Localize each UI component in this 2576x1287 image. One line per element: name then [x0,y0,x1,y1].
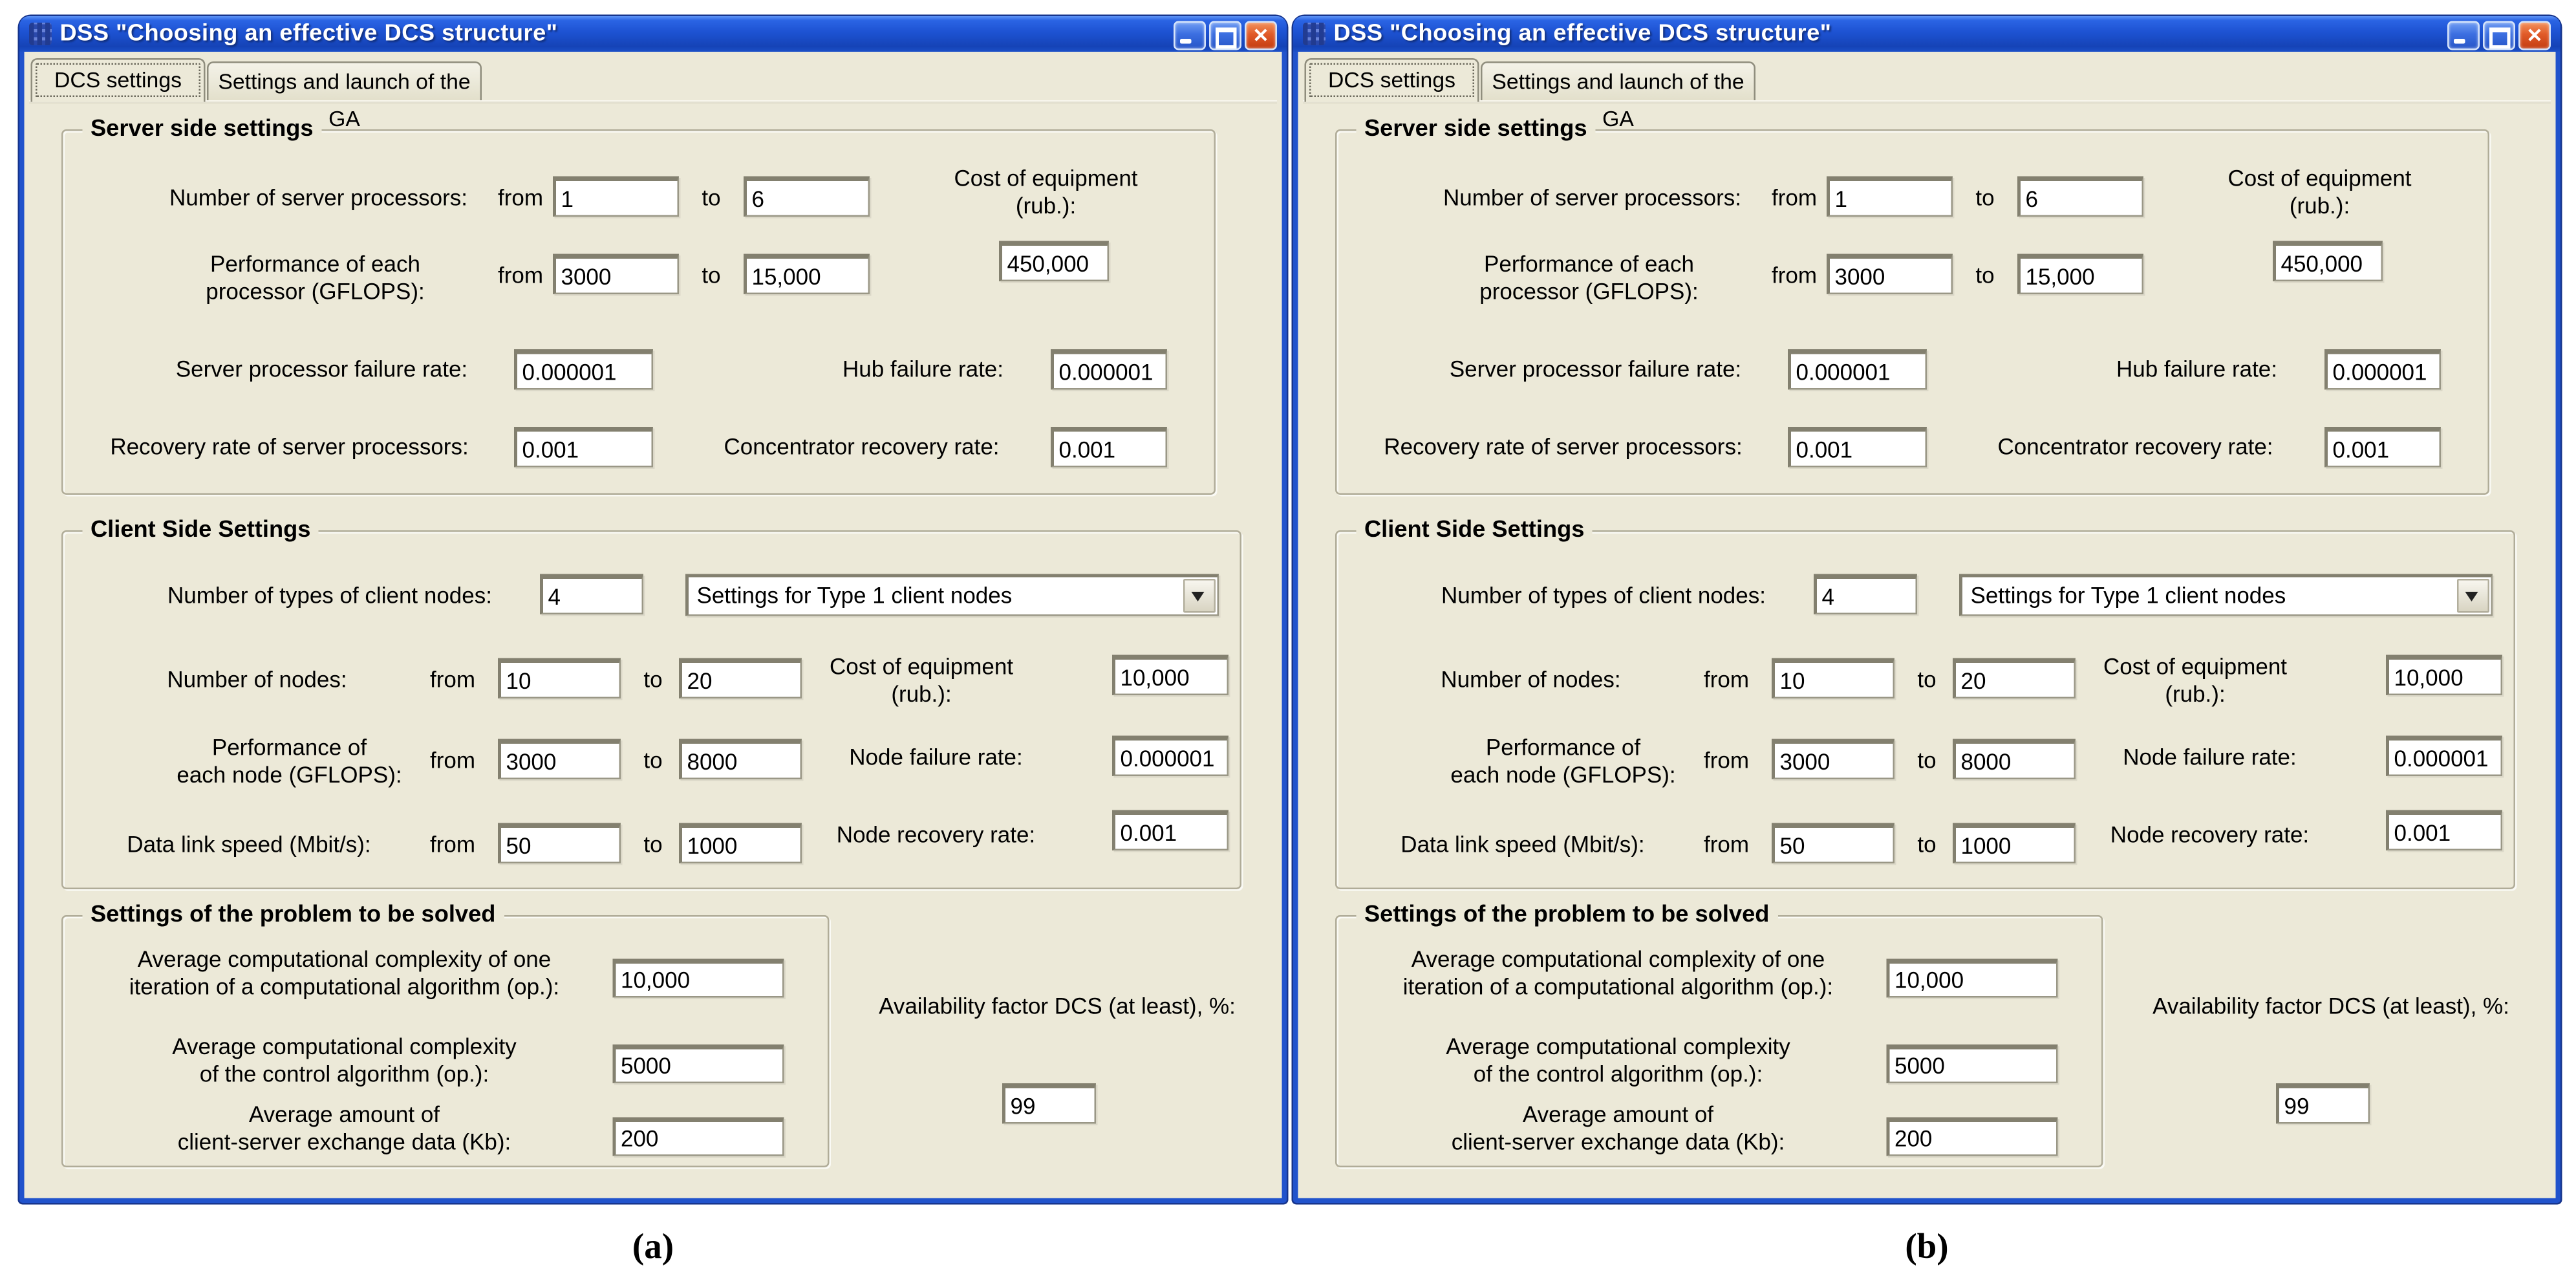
node-failure-label: Node failure rate: [849,744,1023,770]
from-label: from [1704,747,1749,773]
client-link-from-input[interactable] [498,823,621,864]
server-proc-failure-label: Server processor failure rate: [175,356,468,382]
control-complexity-label-line2: of the control algorithm (op.): [1473,1061,1763,1087]
hub-failure-input[interactable] [2324,349,2441,390]
exchange-data-label-line1: Average amount of [248,1101,440,1127]
server-cost-label-line2: (rub.): [1015,192,1077,219]
server-recovery-label: Recovery rate of server processors: [110,433,469,459]
control-complexity-label-line1: Average computational complexity [172,1033,517,1059]
iteration-complexity-label-line2: iteration of a computational algorithm (op.): [129,973,560,999]
from-label: from [1704,666,1749,692]
problem-group-title: Settings of the problem to be solved [83,902,504,928]
node-recovery-input[interactable] [2386,810,2502,851]
iteration-complexity-input[interactable] [613,959,784,998]
client-nodes-label: Number of nodes: [167,666,347,692]
title-bar[interactable] [1293,16,2560,52]
tab-dcs-settings[interactable]: DCS settings [31,58,206,102]
client-perf-label-line2: each node (GFLOPS): [1450,761,1676,788]
server-perf-to-input[interactable] [2017,254,2143,295]
client-link-speed-label: Data link speed (Mbit/s): [1401,831,1645,857]
client-group-title: Client Side Settings [83,517,319,543]
window-controls [2447,21,2551,50]
server-proc-failure-input[interactable] [514,349,653,390]
exchange-data-input[interactable] [1887,1118,2058,1156]
client-type-select[interactable] [685,574,1219,616]
tab-page-edge [1303,100,2551,103]
exchange-data-label-line2: client-server exchange data (Kb): [177,1129,511,1154]
maximize-button[interactable] [1209,21,1241,50]
client-type-select-arrow-button[interactable] [1183,579,1216,613]
concentrator-recovery-label: Concentrator recovery rate: [724,433,1000,459]
concentrator-recovery-input[interactable] [1051,427,1167,468]
client-types-input[interactable] [540,574,643,615]
to-label: to [643,747,663,773]
client-cost-input[interactable] [2386,655,2502,696]
client-perf-label-line1: Performance of [211,734,367,760]
close-icon: ✕ [1252,24,1269,47]
client-types-label: Number of types of client nodes: [167,582,492,608]
hub-failure-input[interactable] [1051,349,1167,390]
chevron-down-icon [1192,592,1205,601]
close-icon: ✕ [2526,24,2543,47]
tab-dcs-settings[interactable]: DCS settings [1305,58,1479,102]
server-proc-failure-input[interactable] [1788,349,1927,390]
minimize-button[interactable] [2447,21,2480,50]
to-label: to [702,262,721,288]
client-type-select-value: Settings for Type 1 client nodes [696,582,1013,608]
figure-caption-b: (b) [1905,1226,1949,1266]
to-label: to [1975,184,1995,210]
client-types-label: Number of types of client nodes: [1441,582,1766,608]
tab-ga-settings[interactable]: Settings and launch of the GA [1481,61,1755,102]
window-panel-b [1293,16,2560,1203]
node-failure-label: Node failure rate: [2123,744,2297,770]
control-complexity-input[interactable] [613,1044,784,1083]
client-perf-label-line2: each node (GFLOPS): [177,761,402,788]
server-group-title: Server side settings [83,116,322,142]
server-cost-label-line2: (rub.): [2289,192,2350,219]
hub-failure-label: Hub failure rate: [842,356,1004,382]
node-failure-input[interactable] [2386,736,2502,777]
from-label: from [430,666,475,692]
client-perf-from-input[interactable] [1772,739,1894,780]
client-link-from-input[interactable] [1772,823,1894,864]
iteration-complexity-label-line1: Average computational complexity of one [137,946,552,972]
maximize-icon [2489,28,2511,49]
client-nodes-from-input[interactable] [498,658,621,699]
node-failure-input[interactable] [1112,736,1229,777]
server-group-title: Server side settings [1357,116,1596,142]
server-perf-to-input[interactable] [744,254,870,295]
availability-factor-label: Availability factor DCS (at least), %: [2152,993,2509,1019]
iteration-complexity-label-line1: Average computational complexity of one [1411,946,1825,972]
to-label: to [643,831,663,857]
to-label: to [1917,747,1937,773]
title-bar[interactable] [19,16,1287,52]
server-processors-from-input[interactable] [553,177,679,217]
client-perf-from-input[interactable] [498,739,621,780]
dialog-body [1298,52,2556,1198]
server-processors-label: Number of server processors: [1443,184,1742,210]
chevron-down-icon [2465,592,2478,601]
from-label: from [1772,184,1817,210]
figure-caption-a: (a) [632,1226,674,1266]
server-recovery-label: Recovery rate of server processors: [1384,433,1743,459]
from-label: from [1772,262,1817,288]
node-recovery-input[interactable] [1112,810,1229,851]
server-processors-label: Number of server processors: [169,184,468,210]
app-icon[interactable] [29,23,52,45]
client-cost-label-line2: (rub.): [2165,680,2226,707]
node-recovery-label: Node recovery rate: [2110,821,2310,847]
window-title: DSS "Choosing an effective DCS structure" [1333,21,1832,47]
availability-factor-label: Availability factor DCS (at least), %: [879,993,1236,1019]
to-label: to [702,184,721,210]
exchange-data-input[interactable] [613,1118,784,1156]
maximize-button[interactable] [2483,21,2515,50]
server-perf-from-input[interactable] [553,254,679,295]
server-perf-label-line2: processor (GFLOPS): [1479,278,1699,304]
minimize-icon [2454,39,2465,44]
client-cost-label-line2: (rub.): [891,680,952,707]
from-label: from [430,831,475,857]
to-label: to [1975,262,1995,288]
server-perf-from-input[interactable] [1827,254,1953,295]
node-recovery-label: Node recovery rate: [836,821,1036,847]
server-perf-label-line1: Performance of each [1484,250,1694,277]
client-link-speed-label: Data link speed (Mbit/s): [127,831,371,857]
from-label: from [430,747,475,773]
maximize-icon [1216,28,1237,49]
to-label: to [643,666,663,692]
client-type-select[interactable] [1959,574,2493,616]
server-proc-failure-label: Server processor failure rate: [1449,356,1742,382]
from-label: from [498,262,543,288]
control-complexity-label-line2: of the control algorithm (op.): [199,1061,489,1087]
exchange-data-label-line2: client-server exchange data (Kb): [1451,1129,1785,1154]
concentrator-recovery-label: Concentrator recovery rate: [1997,433,2273,459]
control-complexity-input[interactable] [1887,1044,2058,1083]
server-cost-input[interactable] [999,241,1109,282]
to-label: to [1917,666,1937,692]
server-cost-label-line1: Cost of equipment [954,165,1138,191]
client-group-title: Client Side Settings [1357,517,1593,543]
window-controls [1174,21,1277,50]
dss-window [19,16,1287,1203]
close-button[interactable] [2518,21,2551,50]
client-cost-input[interactable] [1112,655,1229,696]
dss-window [1293,16,2560,1203]
availability-factor-input[interactable] [2276,1083,2370,1124]
tab-page-edge [29,100,1277,103]
server-perf-label-line2: processor (GFLOPS): [206,278,425,304]
server-perf-label-line1: Performance of each [210,250,420,277]
server-processors-from-input[interactable] [1827,177,1953,217]
server-cost-label-line1: Cost of equipment [2227,165,2412,191]
tab-ga-settings[interactable]: Settings and launch of the GA [207,61,482,102]
problem-group-title: Settings of the problem to be solved [1357,902,1777,928]
concentrator-recovery-input[interactable] [2324,427,2441,468]
server-cost-input[interactable] [2273,241,2383,282]
minimize-button[interactable] [1174,21,1206,50]
availability-factor-input[interactable] [1002,1083,1096,1124]
exchange-data-label-line1: Average amount of [1522,1101,1714,1127]
client-perf-label-line1: Performance of [1485,734,1641,760]
dialog-body [25,52,1282,1198]
client-type-select-value: Settings for Type 1 client nodes [1970,582,2286,608]
from-label: from [498,184,543,210]
from-label: from [1704,831,1749,857]
window-panel-a [19,16,1287,1203]
minimize-icon [1180,39,1192,44]
close-button[interactable] [1245,21,1277,50]
client-nodes-label: Number of nodes: [1441,666,1621,692]
app-icon[interactable] [1303,23,1326,45]
client-types-input[interactable] [1814,574,1917,615]
control-complexity-label-line1: Average computational complexity [1446,1033,1790,1059]
client-cost-label-line1: Cost of equipment [829,653,1014,679]
window-title: DSS "Choosing an effective DCS structure" [59,21,558,47]
client-type-select-arrow-button[interactable] [2457,579,2489,613]
hub-failure-label: Hub failure rate: [2116,356,2277,382]
to-label: to [1917,831,1937,857]
iteration-complexity-label-line2: iteration of a computational algorithm (op.): [1402,973,1834,999]
iteration-complexity-input[interactable] [1887,959,2058,998]
client-nodes-from-input[interactable] [1772,658,1894,699]
client-cost-label-line1: Cost of equipment [2103,653,2288,679]
